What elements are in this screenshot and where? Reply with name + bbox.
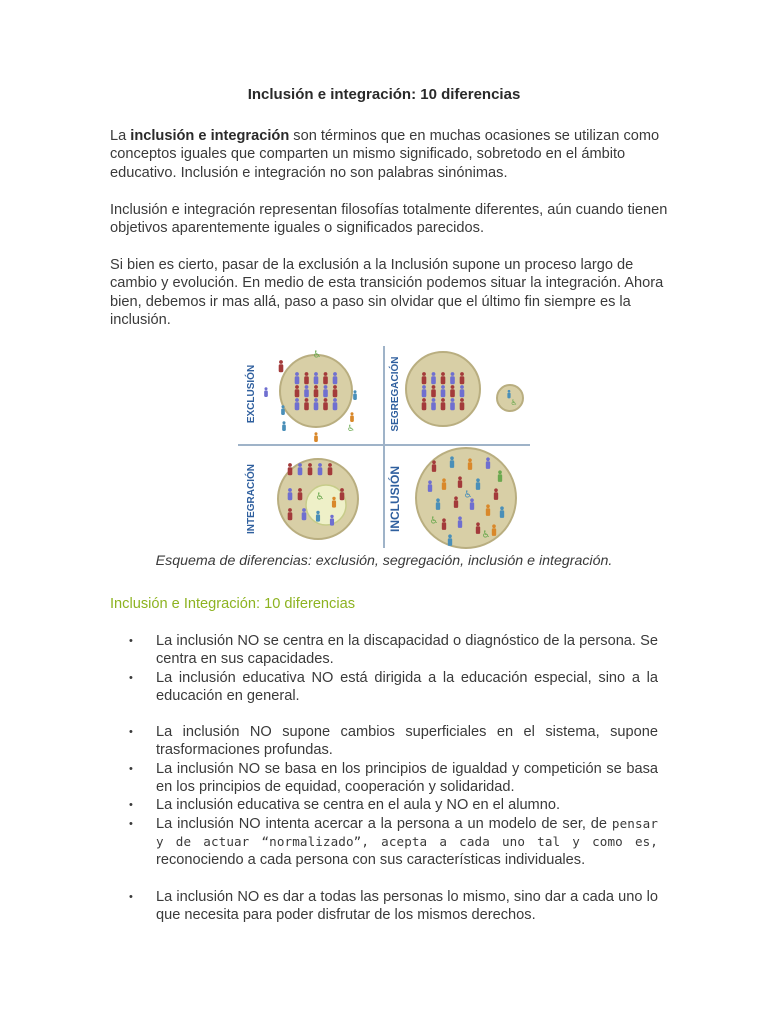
person-icon bbox=[330, 515, 334, 526]
person-icon bbox=[431, 372, 436, 384]
person-icon bbox=[431, 385, 436, 397]
segregation-circle bbox=[406, 352, 480, 426]
person-icon bbox=[288, 508, 293, 520]
person-icon bbox=[323, 398, 328, 410]
person-icon bbox=[442, 518, 446, 529]
wheelchair-icon: ♿ bbox=[510, 397, 518, 407]
person-icon bbox=[492, 524, 496, 535]
person-icon bbox=[431, 398, 436, 410]
list-item bbox=[110, 723, 658, 760]
person-icon bbox=[494, 488, 498, 499]
bullet-dot: • bbox=[129, 635, 133, 647]
person-icon bbox=[302, 508, 307, 520]
bullet-dot: • bbox=[129, 671, 133, 684]
person-icon bbox=[450, 398, 455, 410]
person-icon bbox=[282, 421, 286, 431]
person-icon bbox=[436, 498, 440, 509]
person-icon bbox=[450, 456, 454, 467]
wheelchair-icon: ♿ bbox=[315, 491, 325, 503]
person-icon bbox=[460, 372, 465, 384]
person-icon bbox=[353, 390, 357, 400]
list-item-text-end: reconociendo a cada persona con sus características individuales. bbox=[156, 852, 586, 869]
person-icon bbox=[441, 372, 446, 384]
list-item-text: La inclusión NO se basa en los principios de igualdad y competición se basa en los principios de equidad, cooperación y solidaridad. bbox=[156, 760, 658, 796]
wheelchair-icon: ♿ bbox=[429, 515, 439, 527]
person-icon bbox=[500, 506, 504, 517]
person-icon bbox=[432, 460, 436, 471]
list-item bbox=[110, 796, 658, 814]
list-item-text: La inclusión educativa se centra en el aula y NO en el alumno. bbox=[156, 797, 561, 814]
person-icon bbox=[428, 480, 432, 491]
person-icon bbox=[314, 398, 319, 410]
person-icon bbox=[304, 398, 309, 410]
list-item bbox=[110, 760, 658, 797]
wheelchair-icon: ♿ bbox=[463, 489, 473, 501]
figure-caption: Esquema de diferencias: exclusión, segregación, inclusión e integración. bbox=[155, 553, 613, 569]
label-segregation: SEGREGACIÓN bbox=[390, 356, 401, 432]
bullet-dot: • bbox=[129, 726, 133, 739]
paragraph-1-bold: inclusión e integración bbox=[130, 128, 290, 144]
bullet-dot: • bbox=[129, 890, 133, 903]
bullet-dot: • bbox=[129, 817, 133, 830]
paragraph-1 bbox=[110, 127, 670, 182]
bullet-dot: • bbox=[129, 762, 133, 775]
paragraph-1-lead: La bbox=[110, 128, 131, 144]
person-icon bbox=[450, 372, 455, 384]
list-item-text: La inclusión NO intenta acercar a la persona a un modelo de ser, de bbox=[156, 815, 612, 832]
person-icon bbox=[314, 372, 319, 384]
person-icon bbox=[486, 457, 490, 468]
person-icon bbox=[476, 478, 480, 489]
wheelchair-icon: ♿ bbox=[481, 529, 491, 541]
person-icon bbox=[332, 497, 336, 508]
list-item-text: La inclusión NO supone cambios superficiales en el sistema, supone trasformaciones profundas. bbox=[156, 724, 658, 759]
person-icon bbox=[323, 385, 328, 397]
person-icon bbox=[281, 405, 285, 415]
person-icon bbox=[304, 385, 309, 397]
person-icon bbox=[288, 463, 293, 475]
list-item bbox=[110, 632, 658, 669]
inclusion-diagram bbox=[238, 344, 533, 550]
person-icon bbox=[454, 496, 458, 507]
person-icon bbox=[460, 398, 465, 410]
person-icon bbox=[295, 398, 300, 410]
person-icon bbox=[279, 360, 284, 372]
person-icon bbox=[264, 387, 268, 397]
wheelchair-icon: ♿ bbox=[312, 349, 322, 361]
person-icon bbox=[328, 463, 333, 475]
paragraph-1-rest: son términos que en muchas ocasiones se utilizan como conceptos iguales que comparten un mismo significado, sobretodo en el ámbito educativo. Inclusión e integración no son palabras sinónimas. bbox=[110, 128, 660, 181]
person-icon bbox=[295, 372, 300, 384]
person-icon bbox=[468, 458, 472, 469]
person-icon bbox=[298, 463, 303, 475]
person-icon bbox=[422, 372, 427, 384]
person-icon bbox=[441, 385, 446, 397]
person-icon bbox=[450, 385, 455, 397]
person-icon bbox=[476, 522, 480, 533]
person-icon bbox=[298, 488, 303, 500]
paragraph-2: Inclusión e integración representan filosofías totalmente diferentes, aún cuando tienen objetivos aparentemente iguales o significados parecidos. bbox=[110, 202, 668, 237]
person-icon bbox=[340, 488, 345, 500]
person-icon bbox=[316, 511, 320, 522]
person-icon bbox=[448, 534, 452, 545]
person-icon bbox=[460, 385, 465, 397]
list-item bbox=[110, 888, 658, 925]
wheelchair-icon: ♿ bbox=[347, 424, 355, 435]
differences-list bbox=[110, 632, 658, 924]
person-icon bbox=[422, 385, 427, 397]
person-icon bbox=[333, 398, 338, 410]
person-icon bbox=[333, 385, 338, 397]
person-icon bbox=[323, 372, 328, 384]
person-icon bbox=[442, 478, 446, 489]
list-item-text: La inclusión NO se centra en la discapacidad o diagnóstico de la persona. Se centra en sus capacidades. bbox=[156, 633, 658, 668]
bullet-dot: • bbox=[129, 799, 133, 812]
person-icon bbox=[486, 504, 490, 515]
list-item-text-mono: pensar y de actuar “normalizado”, acepta a cada uno tal y como es, bbox=[156, 815, 658, 849]
section-subheading: Inclusión e Integración: 10 diferencias bbox=[110, 596, 356, 612]
list-item bbox=[110, 669, 658, 706]
list-item-text: La inclusión educativa NO está dirigida a la educación especial, sino a la educación en general. bbox=[156, 669, 658, 704]
person-icon bbox=[314, 432, 318, 442]
document-title: Inclusión e integración: 10 diferencias bbox=[247, 86, 521, 103]
list-item-text: La inclusión NO es dar a todas las personas lo mismo, sino dar a cada uno lo que necesita para poder disfrutar de los mismos derechos. bbox=[156, 888, 658, 923]
person-icon bbox=[318, 463, 323, 475]
person-icon bbox=[350, 412, 354, 422]
person-icon bbox=[422, 398, 427, 410]
person-icon bbox=[304, 372, 309, 384]
label-inclusion: INCLUSIÓN bbox=[388, 466, 402, 532]
person-icon bbox=[333, 372, 338, 384]
label-integration: INTEGRACIÓN bbox=[246, 464, 257, 534]
person-icon bbox=[458, 476, 462, 487]
person-icon bbox=[288, 488, 293, 500]
integration-inner-circle bbox=[306, 485, 346, 525]
person-icon bbox=[295, 385, 300, 397]
label-exclusion: EXCLUSIÓN bbox=[246, 364, 257, 424]
person-icon bbox=[308, 463, 313, 475]
person-icon bbox=[441, 398, 446, 410]
list-item bbox=[110, 815, 658, 870]
person-icon bbox=[458, 516, 462, 527]
person-icon bbox=[498, 470, 502, 481]
person-icon bbox=[314, 385, 319, 397]
paragraph-3: Si bien es cierto, pasar de la exclusión a la Inclusión supone un proceso largo de cambio y evolución. En medio de esta transición podemos situar la integración. Ahora bien, debemos ir mas allá, paso a paso sin olvidar que el último fin siempre es la inclusión. bbox=[110, 257, 664, 328]
